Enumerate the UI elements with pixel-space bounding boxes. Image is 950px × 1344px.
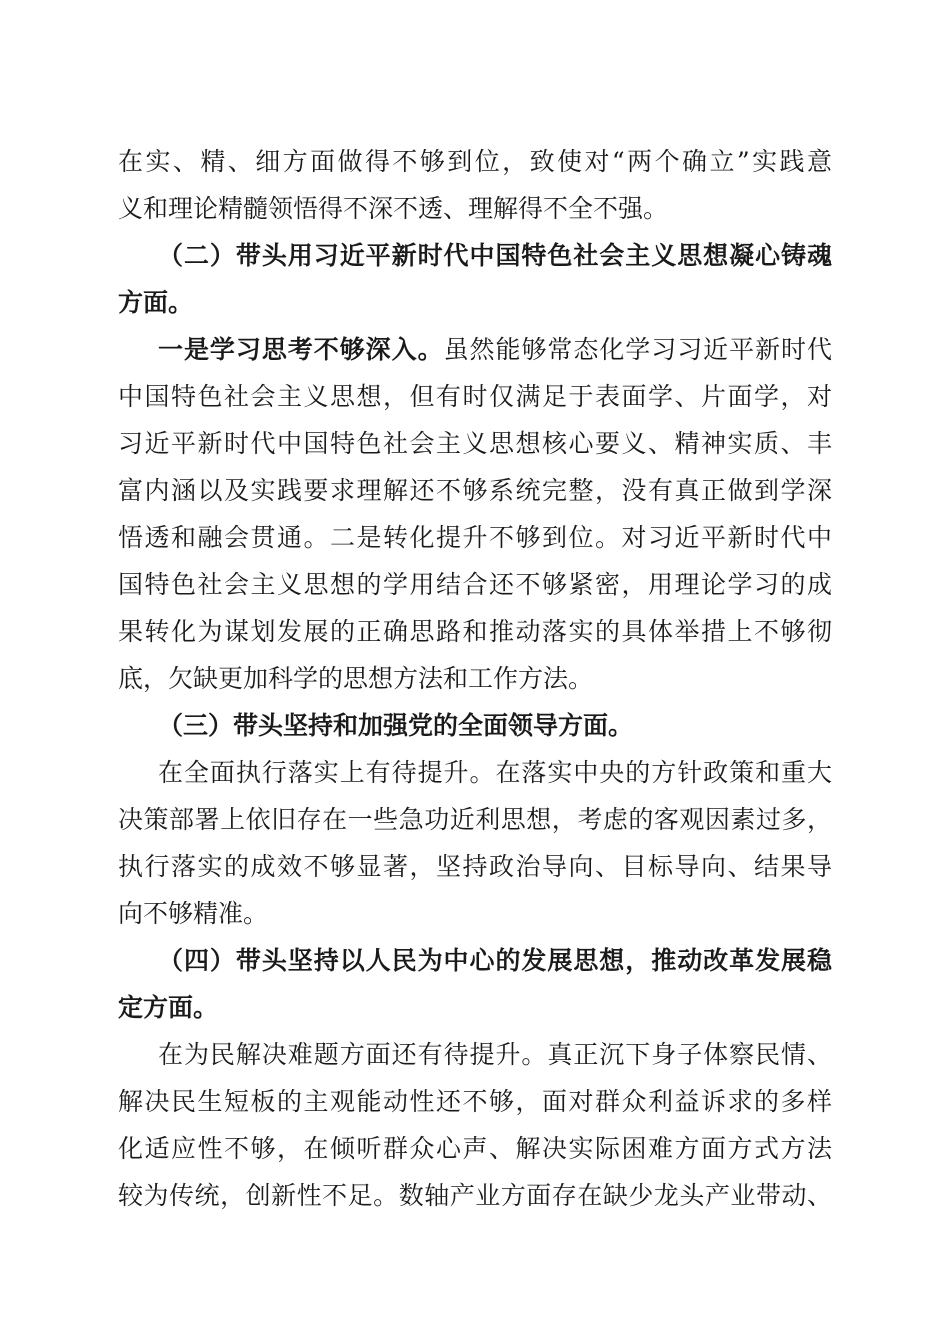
body-text-line: 习近平新时代中国特色社会主义思想核心要义、精神实质、丰: [118, 429, 832, 458]
document-page: [118, 138, 832, 1219]
bold-lead: 一是学习思考不够深入。: [158, 335, 444, 364]
body-text-line: 果转化为谋划发展的正确思路和推动落实的具体举措上不够彻: [118, 617, 832, 646]
body-text-line: 在实、精、细方面做得不够到位，致使对“两个确立”实践意: [118, 147, 832, 176]
section-heading: （三）带头坚持和加强党的全面领导方面。: [158, 711, 634, 740]
section-heading: （四）带头坚持以人民为中心的发展思想，推动改革发展稳: [158, 946, 832, 975]
body-text-line: 义和理论精髓领悟得不深不透、理解得不全不强。: [118, 194, 669, 223]
body-text-line: 化适应性不够，在倾听群众心声、解决实际困难方面方式方法: [118, 1134, 832, 1163]
body-text-line: 中国特色社会主义思想，但有时仅满足于表面学、片面学，对: [118, 382, 832, 411]
section-heading-cont: 方面。: [118, 288, 194, 317]
body-text-line: [118, 326, 832, 373]
body-text-line: 富内涵以及实践要求理解还不够系统完整，没有真正做到学深: [118, 476, 832, 505]
section-heading: （二）带头用习近平新时代中国特色社会主义思想凝心铸魂: [158, 241, 832, 270]
body-text-line: 向不够精准。: [118, 899, 269, 928]
body-text-line: 国特色社会主义思想的学用结合还不够紧密，用理论学习的成: [118, 570, 832, 599]
body-text-span: 虽然能够常态化学习习近平新时代: [443, 335, 832, 364]
body-text-line: 在为民解决难题方面还有待提升。真正沉下身子体察民情、: [158, 1040, 832, 1069]
body-text-line: 解决民生短板的主观能动性还不够，面对群众利益诉求的多样: [118, 1087, 832, 1116]
section-heading-cont: 定方面。: [118, 993, 219, 1022]
body-text-line: 较为传统，创新性不足。数轴产业方面存在缺少龙头产业带动、: [118, 1181, 832, 1210]
body-text-line: 执行落实的成效不够显著，坚持政治导向、目标导向、结果导: [118, 852, 832, 881]
body-text-line: 决策部署上依旧存在一些急功近利思想，考虑的客观因素过多，: [118, 805, 832, 834]
body-text-line: 悟透和融会贯通。二是转化提升不够到位。对习近平新时代中: [118, 523, 832, 552]
body-text-line: 底，欠缺更加科学的思想方法和工作方法。: [118, 664, 594, 693]
body-text-line: 在全面执行落实上有待提升。在落实中央的方针政策和重大: [158, 758, 832, 787]
